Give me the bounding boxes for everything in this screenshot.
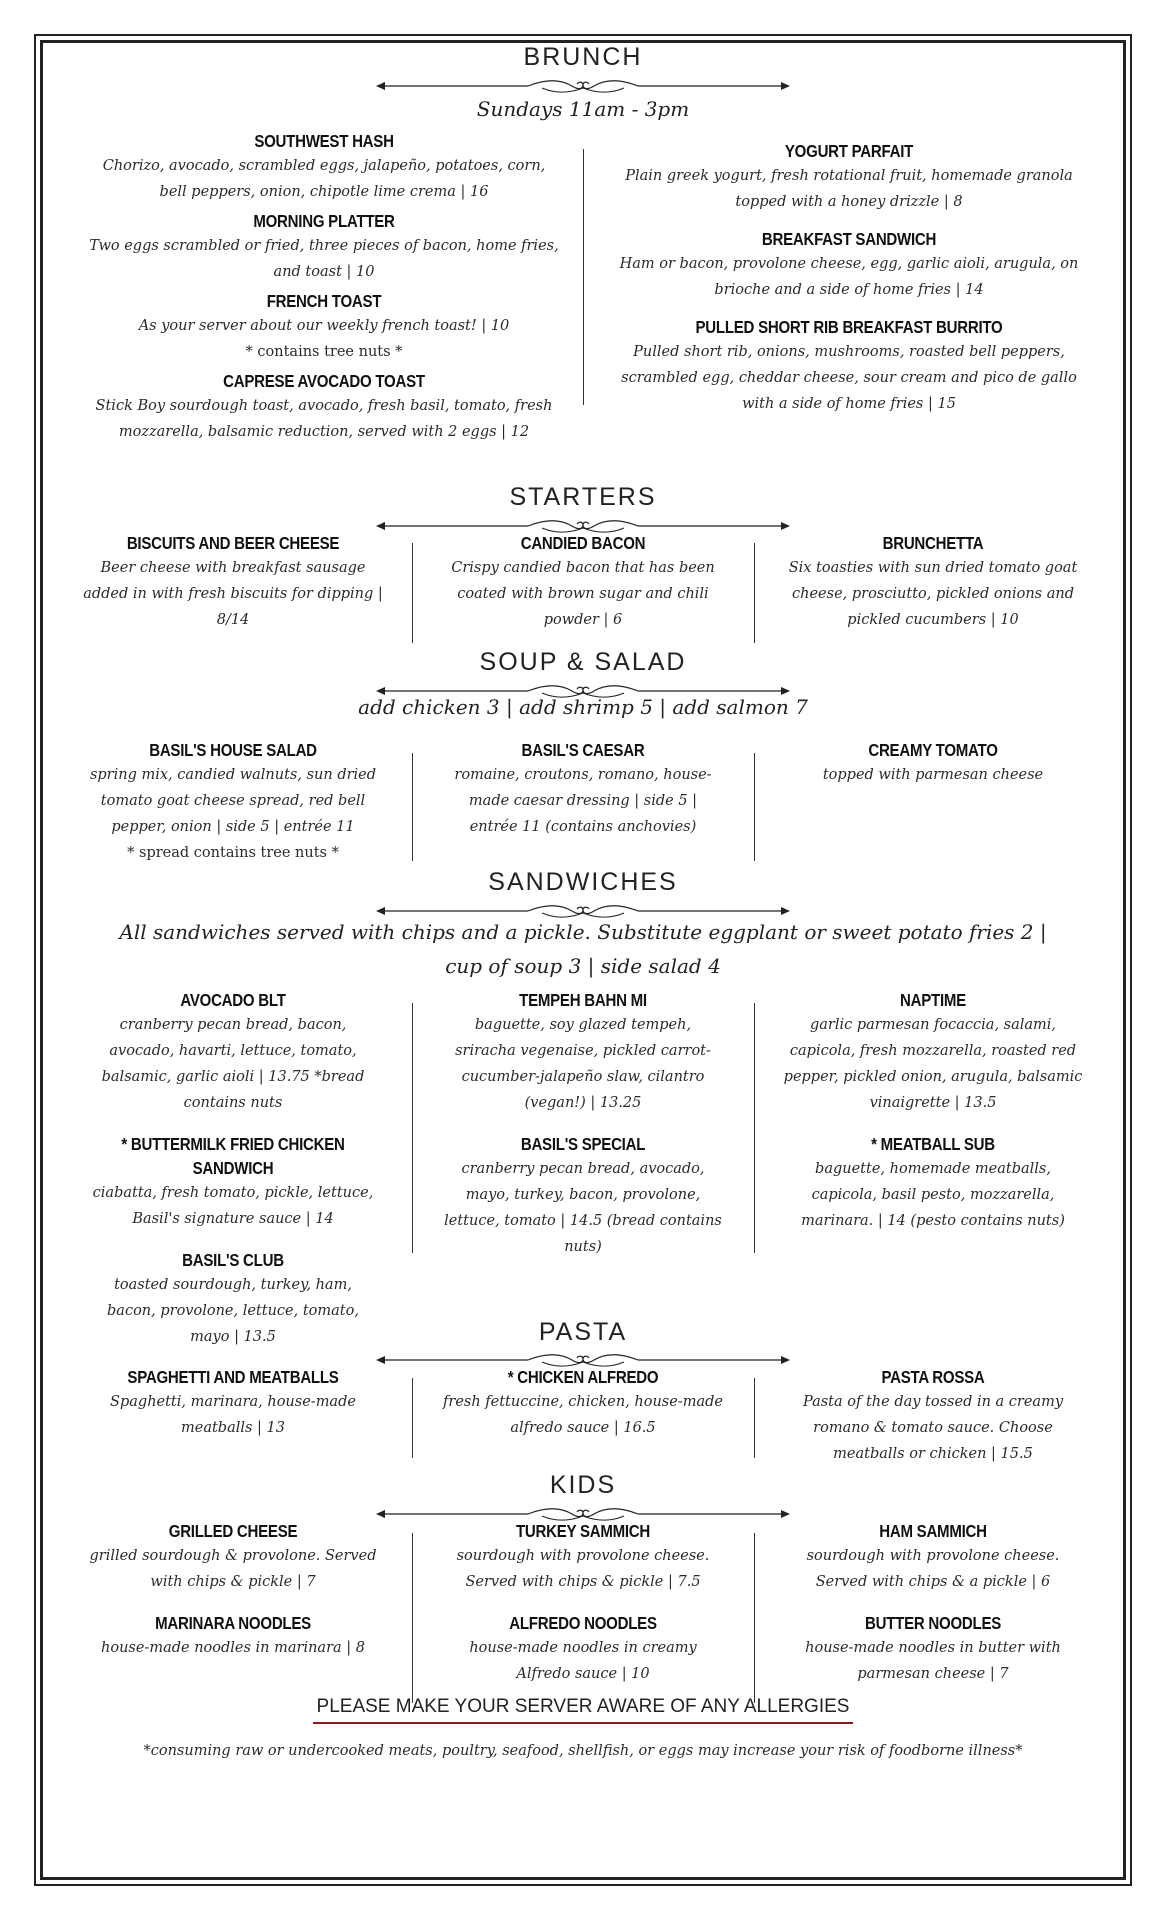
starters-column-3: [783, 531, 1083, 649]
kids-divider-2: [754, 1533, 755, 1703]
menu-item: [88, 1132, 378, 1232]
kids-column-1: [88, 1519, 378, 1677]
menu-item: [443, 531, 723, 633]
item-name: AVOCADO BLT: [180, 990, 286, 1010]
kids-column-3: [793, 1519, 1073, 1703]
starters-column-2: [443, 531, 723, 649]
item-name: * BUTTERMILK FRIED CHICKEN SANDWICH: [121, 1134, 345, 1178]
pasta-column-2: [443, 1365, 723, 1457]
item-description: Plain greek yogurt, fresh rotational fruit, homemade granola topped with a honey drizzle | 8: [625, 168, 1073, 210]
item-description: house-made noodles in butter with parmesan cheese | 7: [805, 1640, 1061, 1682]
item-description: Crispy candied bacon that has been coated with brown sugar and chili powder | 6: [451, 560, 715, 628]
item-name: CREAMY TOMATO: [868, 740, 998, 760]
item-description: spring mix, candied walnuts, sun dried tomato goat cheese spread, red bell pepper, onion | side 5 | entrée 11: [89, 767, 377, 835]
item-name: SOUTHWEST HASH: [254, 131, 394, 151]
pasta-column-3: [793, 1365, 1073, 1483]
menu-item: [611, 315, 1087, 417]
food-safety-disclaimer: *consuming raw or undercooked meats, poultry, seafood, shellfish, or eggs may increase your risk of foodborne illness*: [143, 1743, 1023, 1759]
sandwiches-divider-1: [412, 1003, 413, 1253]
item-name: BASIL'S CLUB: [182, 1250, 284, 1270]
item-name: YOGURT PARFAIT: [784, 141, 914, 161]
item-name: NAPTIME: [900, 990, 966, 1010]
brunch-hours: Sundays 11am - 3pm: [476, 97, 690, 121]
menu-item: [443, 1519, 723, 1595]
item-description: house-made noodles in creamy Alfredo sauce | 10: [469, 1640, 697, 1682]
item-name: ALFREDO NOODLES: [509, 1613, 657, 1633]
item-name: CANDIED BACON: [520, 533, 646, 553]
item-name: GRILLED CHEESE: [168, 1521, 298, 1541]
item-description: garlic parmesan focaccia, salami, capicola, fresh mozzarella, roasted red pepper, pickled onion, arugula, balsamic vinaigrette | 13.5: [783, 1017, 1083, 1111]
sandwiches-divider-2: [754, 1003, 755, 1253]
menu-item: [443, 988, 723, 1116]
menu-item: [793, 1519, 1073, 1595]
menu-item: [783, 738, 1083, 788]
item-description: As your server about our weekly french toast! | 10: [138, 318, 510, 334]
soup-salad-column-3: [783, 738, 1083, 804]
item-description: Stick Boy sourdough toast, avocado, fresh basil, tomato, fresh mozzarella, balsamic reduction, served with 2 eggs | 12: [95, 398, 553, 440]
brunch-column-divider: [583, 149, 584, 405]
kids-title: KIDS: [549, 1471, 617, 1499]
menu-item: [88, 369, 560, 445]
item-name: MARINARA NOODLES: [155, 1613, 311, 1633]
menu-item: [88, 209, 560, 285]
item-name: CAPRESE AVOCADO TOAST: [223, 371, 425, 391]
menu-item: [443, 738, 723, 840]
pasta-divider-2: [754, 1378, 755, 1458]
pasta-title: PASTA: [538, 1318, 628, 1346]
item-description: fresh fettuccine, chicken, house-made alfredo sauce | 16.5: [443, 1394, 723, 1436]
menu-item: [88, 1519, 378, 1595]
menu-item: [793, 1611, 1073, 1687]
menu-item: [783, 1132, 1083, 1234]
item-description: sourdough with provolone cheese. Served with chips & a pickle | 6: [806, 1548, 1060, 1590]
item-description: Ham or bacon, provolone cheese, egg, garlic aioli, arugula, on brioche and a side of home fries | 14: [619, 256, 1079, 298]
item-description: Beer cheese with breakfast sausage added in with fresh biscuits for dipping | 8/14: [83, 560, 383, 628]
item-description: toasted sourdough, turkey, ham, bacon, provolone, lettuce, tomato, mayo | 13.5: [107, 1277, 359, 1345]
soup-salad-column-2: [443, 738, 723, 856]
soup-salad-divider-1: [412, 753, 413, 861]
item-name: HAM SAMMICH: [879, 1521, 987, 1541]
item-name: BRUNCHETTA: [882, 533, 984, 553]
item-name: FRENCH TOAST: [266, 291, 382, 311]
sandwiches-column-2: [443, 988, 723, 1276]
brunch-title: BRUNCH: [523, 43, 643, 71]
pasta-divider-1: [412, 1378, 413, 1458]
menu-item: [88, 1611, 378, 1661]
item-description: grilled sourdough & provolone. Served with chips & pickle | 7: [89, 1548, 377, 1590]
item-description: sourdough with provolone cheese. Served with chips & pickle | 7.5: [456, 1548, 710, 1590]
menu-item: [88, 988, 378, 1116]
pasta-column-1: [88, 1365, 378, 1457]
item-name: TEMPEH BAHN MI: [519, 990, 647, 1010]
item-name: BREAKFAST SANDWICH: [761, 229, 937, 249]
item-description: cranberry pecan bread, avocado, mayo, turkey, bacon, provolone, lettuce, tomato | 14.5 (bread contains nuts): [444, 1161, 722, 1255]
item-description: topped with parmesan cheese: [822, 767, 1044, 783]
menu-item: [611, 227, 1087, 303]
item-name: BUTTER NOODLES: [864, 1613, 1002, 1633]
item-description: ciabatta, fresh tomato, pickle, lettuce, Basil's signature sauce | 14: [92, 1185, 374, 1227]
menu-item: [783, 988, 1083, 1116]
item-description: baguette, soy glazed tempeh, sriracha vegenaise, pickled carrot-cucumber-jalapeño slaw, cilantro (vegan!) | 13.25: [455, 1017, 711, 1111]
menu-item: [88, 1365, 378, 1441]
menu-item: [88, 129, 560, 205]
allergy-notice-text: PLEASE MAKE YOUR SERVER AWARE OF ANY ALLERGIES: [313, 1696, 854, 1724]
item-description: Pasta of the day tossed in a creamy romano & tomato sauce. Choose meatballs or chicken | 15.5: [802, 1394, 1064, 1462]
brunch-left-column: [88, 129, 560, 461]
item-name: PASTA ROSSA: [881, 1367, 985, 1387]
starters-title: STARTERS: [509, 483, 657, 511]
starters-divider-1: [412, 543, 413, 643]
sandwiches-column-3: [783, 988, 1083, 1250]
menu-item: [793, 1365, 1073, 1467]
soup-salad-divider-2: [754, 753, 755, 861]
item-name: * CHICKEN ALFREDO: [507, 1367, 659, 1387]
item-name: PULLED SHORT RIB BREAKFAST BURRITO: [695, 317, 1003, 337]
item-name: BASIL'S SPECIAL: [520, 1134, 646, 1154]
soup-salad-addons: add chicken 3 | add shrimp 5 | add salmon 7: [358, 695, 808, 719]
soup-salad-column-1: [88, 738, 378, 882]
allergen-note: * contains tree nuts *: [245, 344, 403, 360]
menu-item: [443, 1365, 723, 1441]
menu-item: [83, 531, 383, 633]
item-name: BASIL'S CAESAR: [521, 740, 645, 760]
item-name: TURKEY SAMMICH: [515, 1521, 651, 1541]
sandwiches-title: SANDWICHES: [488, 868, 678, 896]
item-description: Two eggs scrambled or fried, three pieces of bacon, home fries, and toast | 10: [89, 238, 559, 280]
allergen-note: * spread contains tree nuts *: [127, 845, 339, 861]
menu-item: [443, 1132, 723, 1260]
item-description: romaine, croutons, romano, house-made caesar dressing | side 5 | entrée 11 (contains anchovies): [454, 767, 712, 835]
kids-column-2: [443, 1519, 723, 1703]
brunch-divider-ornament: [376, 76, 790, 96]
kids-divider-1: [412, 1533, 413, 1703]
item-description: house-made noodles in marinara | 8: [101, 1640, 365, 1656]
brunch-right-column: [611, 139, 1087, 433]
item-description: Chorizo, avocado, scrambled eggs, jalapeño, potatoes, corn, bell peppers, onion, chipotle lime crema | 16: [102, 158, 546, 200]
item-name: MORNING PLATTER: [253, 211, 395, 231]
item-description: Pulled short rib, onions, mushrooms, roasted bell peppers, scrambled egg, cheddar cheese, sour cream and pico de gallo with a side of home fries | 15: [621, 344, 1077, 412]
starters-divider-2: [754, 543, 755, 643]
menu-item: [88, 289, 560, 365]
item-description: cranberry pecan bread, bacon, avocado, havarti, lettuce, tomato, balsamic, garlic aioli | 13.75 *bread contains nuts: [101, 1017, 365, 1111]
soup-salad-title: SOUP & SALAD: [479, 648, 687, 676]
item-name: SPAGHETTI AND MEATBALLS: [127, 1367, 339, 1387]
menu-content: [43, 43, 1123, 1877]
menu-item: [611, 139, 1087, 215]
sandwiches-note: All sandwiches served with chips and a pickle. Substitute eggplant or sweet potato fries 2 | cup of soup 3 | side salad 4: [119, 920, 1047, 978]
item-description: baguette, homemade meatballs, capicola, basil pesto, mozzarella, marinara. | 14 (pesto contains nuts): [801, 1161, 1065, 1229]
menu-item: [783, 531, 1083, 633]
sandwiches-column-1: [88, 988, 378, 1366]
item-description: Spaghetti, marinara, house-made meatballs | 13: [110, 1394, 356, 1436]
item-name: * MEATBALL SUB: [871, 1134, 995, 1154]
menu-item: [88, 738, 378, 866]
menu-item: [443, 1611, 723, 1687]
allergy-notice: [43, 1696, 1123, 1724]
item-description: Six toasties with sun dried tomato goat cheese, prosciutto, pickled onions and pickled cucumbers | 10: [788, 560, 1078, 628]
item-name: BASIL'S HOUSE SALAD: [149, 740, 317, 760]
item-name: BISCUITS AND BEER CHEESE: [126, 533, 340, 553]
starters-column-1: [83, 531, 383, 649]
